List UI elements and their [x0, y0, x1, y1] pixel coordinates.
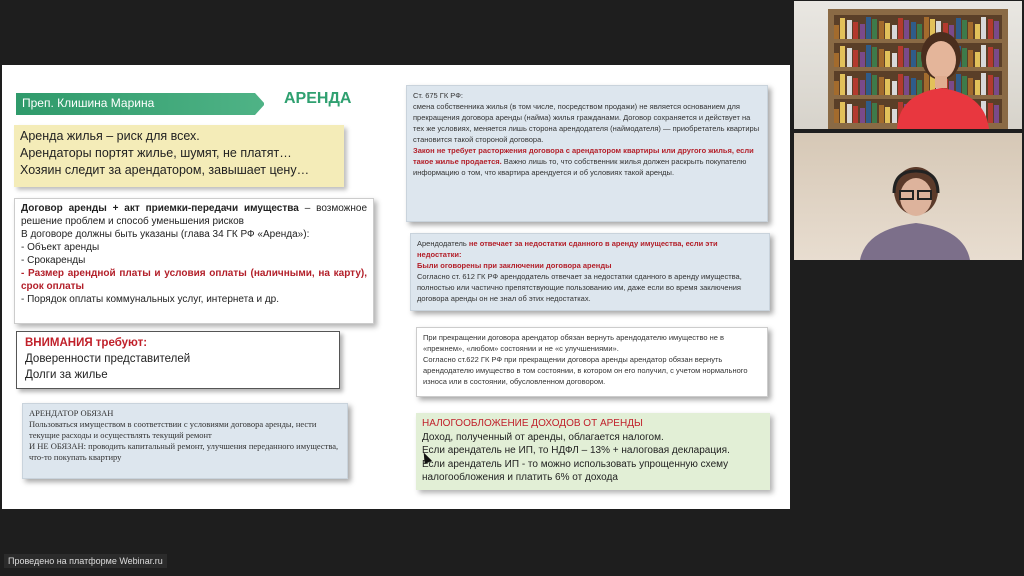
contract-lead-rest: – возможное решение проблем и способ уменьшения рисков: [21, 203, 368, 227]
book: [853, 78, 858, 95]
attention-box: [16, 331, 340, 389]
attention-heading: ВНИМАНИЯ требуют:: [25, 337, 148, 349]
book: [840, 46, 845, 67]
contract-item: - Срокаренды: [21, 255, 86, 266]
book: [879, 49, 884, 67]
contract-intro: В договоре должны быть указаны (глава 34 ГК РФ «Аренда»):: [21, 229, 310, 240]
book: [860, 108, 865, 123]
book: [840, 18, 845, 39]
tax-line: Если арендатель ИП - то можно использовать упрощенную схему налогообложения и платить 6% от дохода: [422, 458, 729, 483]
book: [860, 80, 865, 95]
book: [879, 77, 884, 95]
intro-line: Арендаторы портят жилье, шумят, не платят…: [20, 146, 292, 160]
intro-note: [14, 125, 344, 187]
slide-title: АРЕНДА: [284, 90, 352, 107]
contract-box: [14, 198, 374, 324]
platform-footer: Проведено на платформе Webinar.ru: [4, 554, 167, 568]
book: [879, 21, 884, 39]
attention-line: Доверенности представителей: [25, 353, 191, 365]
tenant-duty-box: [22, 403, 348, 479]
tax-box: [416, 413, 770, 490]
duty-text: И НЕ ОБЯЗАН: проводить капитальный ремонт, улучшения переданного имущества, что-то покупать квартиру: [29, 441, 339, 462]
presenter-webcam[interactable]: [794, 1, 1022, 129]
contract-item: - Объект аренды: [21, 242, 100, 253]
intro-line: Аренда жилья – риск для всех.: [20, 129, 200, 143]
book: [879, 105, 884, 123]
intro-line: Хозяин следит за арендатором, завышает цену…: [20, 163, 310, 177]
duty-heading: АРЕНДАТОР ОБЯЗАН: [29, 408, 114, 418]
contract-item: - Порядок оплаты коммунальных услуг, интернета и др.: [21, 294, 280, 305]
defects-highlight-2: Были оговорены при заключении договора аренды: [417, 261, 612, 270]
book: [834, 53, 839, 67]
book: [834, 81, 839, 95]
defects-prefix: Арендодатель: [417, 239, 469, 248]
book: [860, 24, 865, 39]
book: [866, 45, 871, 67]
defects-highlight: не отвечает за недостатки сданного в аренду имущества, если эти недостатки:: [417, 239, 718, 259]
book: [853, 22, 858, 39]
participant-webcam[interactable]: [794, 133, 1022, 260]
article-675-box: [406, 85, 768, 222]
book: [847, 104, 852, 123]
article-heading: Ст. 675 ГК РФ:: [413, 91, 464, 100]
contract-lead: Договор аренды + акт приемки-передачи имущества: [21, 203, 299, 214]
book: [872, 19, 877, 39]
book: [847, 48, 852, 67]
book: [866, 17, 871, 39]
book: [872, 103, 877, 123]
tax-line: Доход, полученный от аренды, облагается налогом.: [422, 431, 664, 443]
contract-lead-paragraph: [21, 202, 367, 228]
book: [872, 47, 877, 67]
article-text-2: [413, 145, 761, 178]
book: [840, 102, 845, 123]
book: [866, 101, 871, 123]
participant-avatar: [854, 163, 974, 260]
tax-line: Если арендатель не ИП, то НДФЛ – 13% + налоговая декларация.: [422, 445, 730, 456]
duty-text: Пользоваться имуществом в соответствии с условиями договора аренды, нести текущие расходы и осуществлять текущий ремонт: [29, 419, 317, 440]
contract-item-highlight: - Размер арендной платы и условия оплаты (наличными, на карту), срок оплаты: [21, 268, 367, 292]
defects-lead-paragraph: [417, 238, 763, 260]
article-highlight: Закон не требует расторжения договора с арендатором квартиры или другого жилья, если такое жилье продается.: [413, 146, 754, 166]
author-bar: [16, 93, 264, 115]
book: [872, 75, 877, 95]
book: [847, 20, 852, 39]
article-text: смена собственника жилья (в том числе, посредством продажи) не является основанием для прекращения договора аренды (найма) жилья гражданами. Договор сохраняется и действует на тех же условиях, меняется лишь сторона арендодателя (наймодателя) — приобретатель квартиры становится такой стороной договора.: [413, 102, 760, 144]
presentation-slide: [2, 65, 790, 509]
book: [866, 73, 871, 95]
book: [860, 52, 865, 67]
article-tail: Важно лишь то, что собственник жилья должен раскрыть покупателю информацию о том, что квартира арендуется и об условиях такой аренды.: [413, 157, 747, 177]
author-name: Преп. Клишина Марина: [22, 96, 155, 110]
book: [834, 109, 839, 123]
book: [840, 74, 845, 95]
attention-line: Долги за жилье: [25, 369, 108, 381]
tax-heading: НАЛОГООБЛОЖЕНИЕ ДОХОДОВ ОТ АРЕНДЫ: [422, 418, 643, 429]
book: [847, 76, 852, 95]
return-text: Согласно ст.622 ГК РФ при прекращении договора аренды арендатор обязан вернуть арендодателю имущество в том состоянии, в котором он его получил, с учетом нормального износа или в состоянии, обусловленном договором.: [423, 355, 748, 386]
defects-text: Согласно ст. 612 ГК РФ арендодатель отвечает за недостатки сданного в аренду имущества, полностью или частично препятствующие пользованию им, даже если во время заключения договора аренды он не знал об этих недостатках.: [417, 272, 742, 303]
book: [853, 50, 858, 67]
return-text: При прекращении договора арендатор обязан вернуть арендодателю имущество не в «прежнем», «любом» состоянии и не «с улучшениями».: [423, 333, 725, 353]
book: [834, 25, 839, 39]
presenter-avatar: [889, 26, 999, 129]
return-box: [416, 327, 768, 397]
defects-box: [410, 233, 770, 311]
book: [853, 106, 858, 123]
